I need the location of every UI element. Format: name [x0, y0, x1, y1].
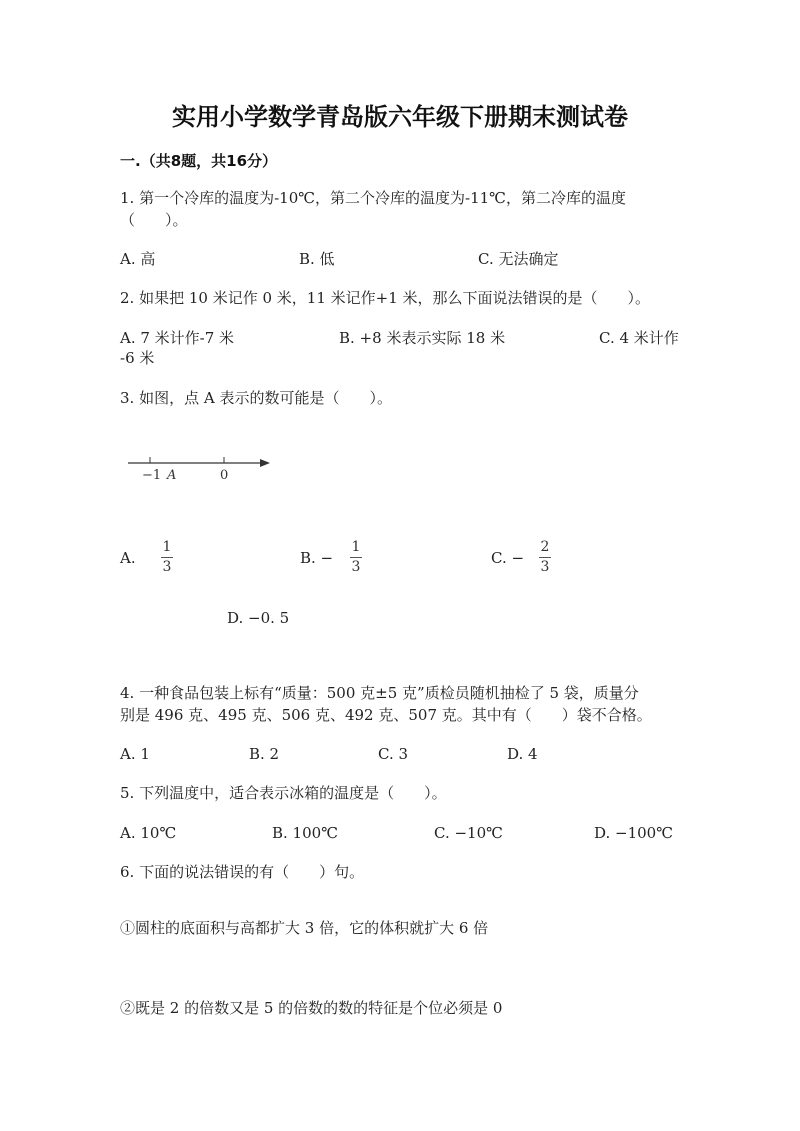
q5-option-c: C. −10℃: [434, 824, 503, 842]
q4-option-d: D. 4: [507, 745, 538, 763]
q6-statement-2: ②既是 2 的倍数又是 5 的倍数的数的特征是个位必须是 0: [120, 999, 503, 1017]
number-line-figure: [120, 448, 280, 488]
fraction-denominator: 3: [351, 559, 361, 575]
q2-option-c-continued: -6 米: [120, 349, 155, 367]
q2-option-c: C. 4 米计作: [599, 329, 679, 347]
fraction-bar: [539, 557, 551, 558]
q3-option-b-label: B. −: [300, 549, 334, 567]
q4-option-c: C. 3: [378, 745, 409, 763]
fraction-numerator: 2: [540, 539, 550, 555]
page-title: 实用小学数学青岛版六年级下册期末测试卷: [172, 103, 628, 131]
q2-option-a: A. 7 米计作-7 米: [120, 329, 235, 347]
section-heading: 一.（共8题，共16分）: [120, 152, 278, 170]
number-line-label-zero: 0: [220, 468, 229, 483]
q4-option-b: B. 2: [249, 745, 280, 763]
q3-option-b-fraction: [350, 540, 362, 575]
number-line-arrow: [260, 459, 270, 467]
fraction-bar: [161, 557, 173, 558]
q1-option-b: B. 低: [299, 250, 335, 268]
q3-option-d: D. −0. 5: [227, 609, 290, 627]
q1-option-a: A. 高: [120, 250, 156, 268]
q6-statement-1: ①圆柱的底面积与高都扩大 3 倍，它的体积就扩大 6 倍: [120, 919, 489, 937]
fraction-numerator: 1: [162, 539, 172, 555]
q3-stem: 3. 如图，点 A 表示的数可能是（ ）。: [120, 389, 392, 407]
q6-stem: 6. 下面的说法错误的有（ ）句。: [120, 863, 365, 881]
q5-option-a: A. 10℃: [120, 824, 177, 842]
fraction-denominator: 3: [540, 559, 550, 575]
number-line-label-a: A: [167, 468, 177, 483]
q4-stem-line1: 4. 一种食品包装上标有“质量：500 克±5 克”质检员随机抽检了 5 袋，质量分: [120, 684, 639, 702]
q1-stem-line2: （ ）。: [120, 211, 188, 229]
number-line-label-neg-one: −1: [142, 468, 162, 483]
fraction-numerator: 1: [351, 539, 361, 555]
q3-option-c-label: C. −: [491, 549, 525, 567]
fraction-bar: [350, 557, 362, 558]
q3-option-a-fraction: [161, 540, 173, 575]
q1-option-c: C. 无法确定: [478, 250, 559, 268]
q2-option-b: B. +8 米表示实际 18 米: [339, 329, 506, 347]
q3-option-c-fraction: [539, 540, 551, 575]
q4-stem-line2: 别是 496 克、495 克、506 克、492 克、507 克。其中有（ ）袋不合格。: [120, 706, 652, 724]
q5-option-b: B. 100℃: [272, 824, 338, 842]
q5-stem: 5. 下列温度中，适合表示冰箱的温度是（ ）。: [120, 784, 447, 802]
q1-stem-line1: 1. 第一个冷库的温度为-10℃，第二个冷库的温度为-11℃，第二冷库的温度: [120, 189, 626, 207]
q5-option-d: D. −100℃: [594, 824, 674, 842]
fraction-denominator: 3: [162, 559, 172, 575]
q3-option-a-label: A.: [120, 549, 136, 567]
q2-stem: 2. 如果把 10 米记作 0 米，11 米记作+1 米，那么下面说法错误的是（ ）。: [120, 289, 651, 307]
q4-option-a: A. 1: [120, 745, 150, 763]
